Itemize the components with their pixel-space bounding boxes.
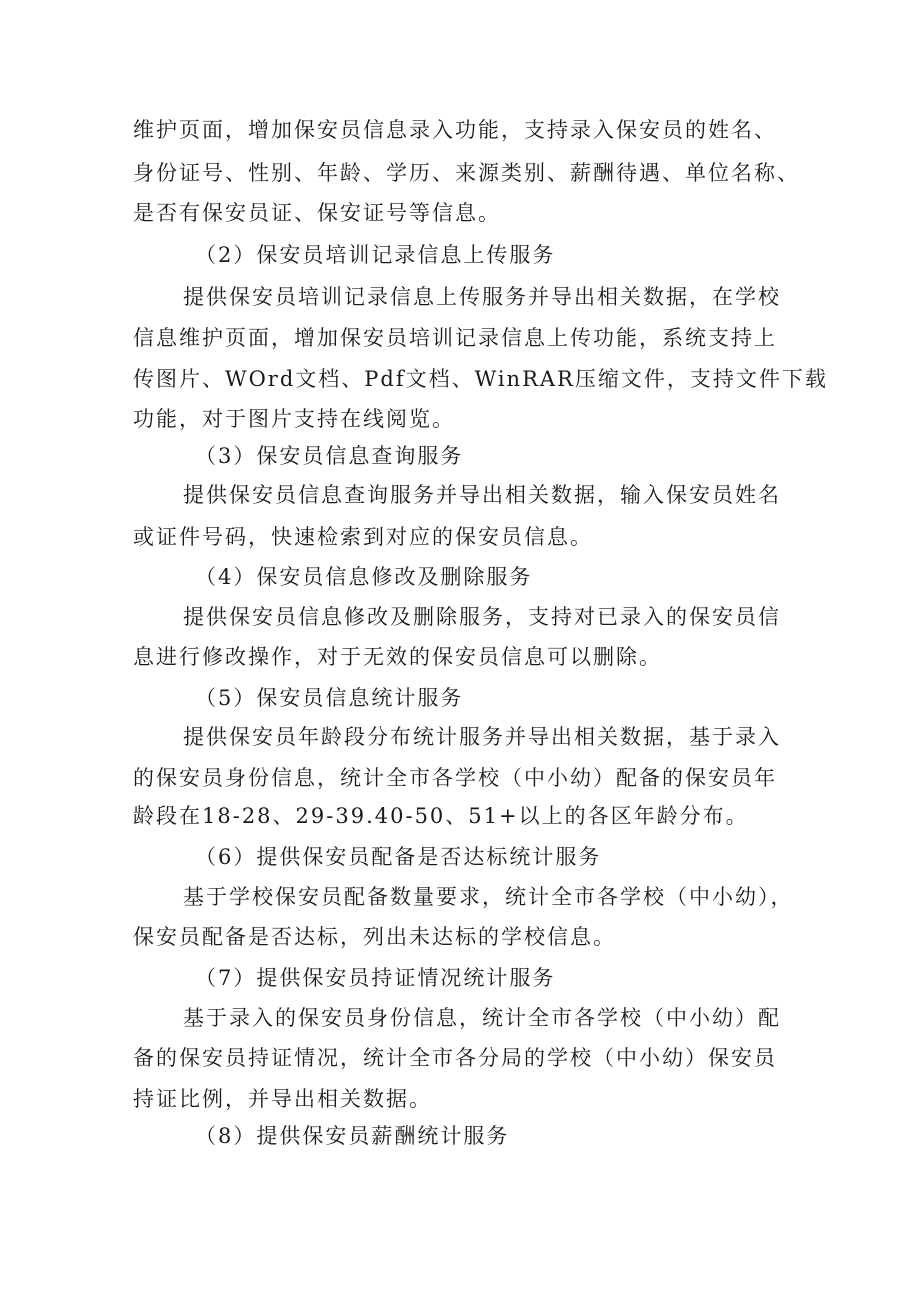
section-heading: （5）保安员信息统计服务 [195,686,464,710]
section-heading: （8）提供保安员薪酬统计服务 [195,1124,510,1148]
section-heading: （7）提供保安员持证情况统计服务 [195,966,556,990]
body-text-line: 保安员配备是否达标，列出未达标的学校信息。 [133,925,616,949]
body-text-line: 龄段在18-28、29-39.40-50、51+以上的各区年龄分布。 [133,804,749,828]
body-text-line: 的保安员身份信息，统计全市各学校（中小幼）配备的保安员年 [133,766,777,790]
body-text-line: 息进行修改操作，对于无效的保安员信息可以删除。 [133,645,662,669]
body-text-line: 基于学校保安员配备数量要求，统计全市各学校（中小幼）， [183,885,794,909]
section-heading: （6）提供保安员配备是否达标统计服务 [195,845,602,869]
body-text-line: 功能，对于图片支持在线阅览。 [133,407,455,431]
body-text-line: 或证件号码，快速检索到对应的保安员信息。 [133,525,593,549]
body-text-line: 传图片、WOrd文档、Pdf文档、WinRAR压缩文件，支持文件下载 [133,367,828,391]
body-text-line: 提供保安员培训记录信息上传服务并导出相关数据，在学校 [183,285,781,309]
section-heading: （3）保安员信息查询服务 [195,444,464,468]
body-text-line: 基于录入的保安员身份信息，统计全市各学校（中小幼）配 [183,1006,781,1030]
section-heading: （4）保安员信息修改及删除服务 [195,565,533,589]
body-text-line: 提供保安员年龄段分布统计服务并导出相关数据，基于录入 [183,725,781,749]
body-text-line: 维护页面，增加保安员信息录入功能，支持录入保安员的姓名、 [133,118,777,142]
section-heading: （2）保安员培训记录信息上传服务 [195,243,556,267]
body-text-line: 备的保安员持证情况，统计全市各分局的学校（中小幼）保安员 [133,1046,777,1070]
body-text-line: 是否有保安员证、保安证号等信息。 [133,201,501,225]
body-text-line: 提供保安员信息修改及删除服务，支持对已录入的保安员信 [183,605,781,629]
body-text-line: 信息维护页面，增加保安员培训记录信息上传功能，系统支持上 [133,326,777,350]
body-text-line: 身份证号、性别、年龄、学历、来源类别、薪酬待遇、单位名称、 [133,161,800,185]
body-text-line: 提供保安员信息查询服务并导出相关数据，输入保安员姓名 [183,483,781,507]
body-text-line: 持证比例，并导出相关数据。 [133,1087,432,1111]
